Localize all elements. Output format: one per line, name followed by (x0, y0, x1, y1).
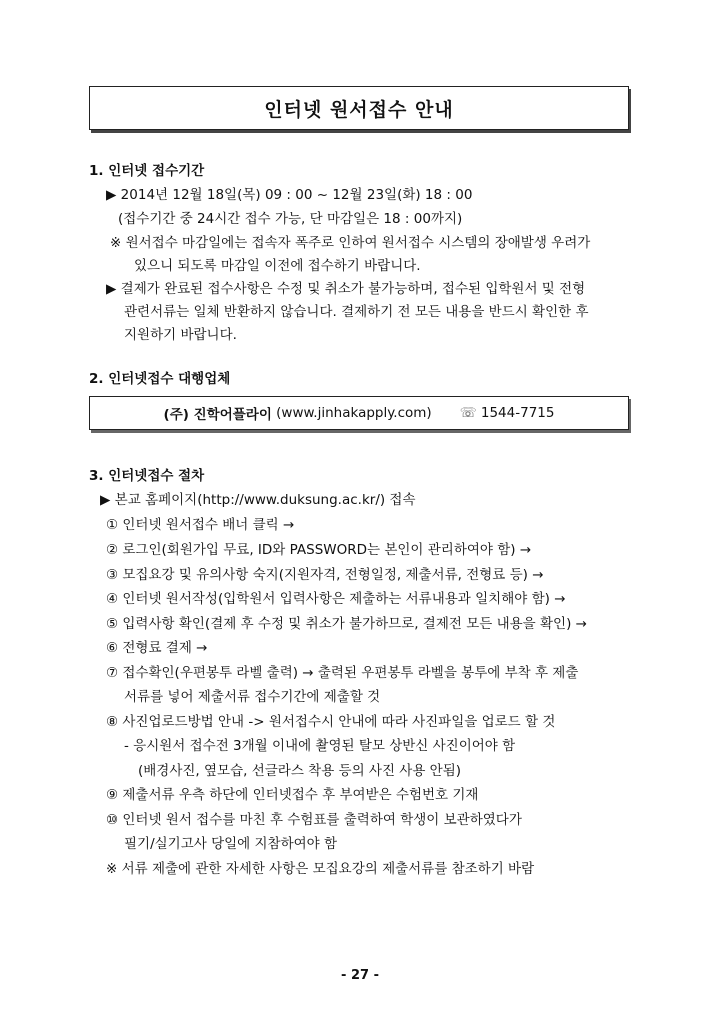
step-8-detail-2: (배경사진, 옆모습, 선글라스 착용 등의 사진 사용 안됨) (138, 763, 462, 779)
warning-line-1: ※ 원서접수 마감일에는 접속자 폭주로 인하여 원서접수 시스템의 장애발생 우려가 (110, 235, 591, 251)
step-8: ⑧ 사진업로드방법 안내 -> 원서접수시 안내에 따라 사진파일을 업로드 할 것 (106, 714, 556, 730)
page-title: 인터넷 원서접수 안내 (264, 98, 454, 121)
step-10-line-2: 필기/실기고사 당일에 지참하여야 함 (124, 836, 338, 852)
page-number: - 27 - (341, 968, 379, 983)
step-6: ⑥ 전형료 결제 → (106, 640, 208, 656)
step-10-line-1: ⑩ 인터넷 원서 접수를 마친 후 수험표를 출력하여 학생이 보관하였다가 (106, 812, 522, 828)
company-name: (주) 진학어플라이 (163, 407, 272, 423)
agency-box (89, 396, 629, 430)
period-note: (접수기간 중 24시간 접수 가능, 단 마감일은 18 : 00까지) (118, 211, 463, 227)
phone-icon: ☏ (459, 405, 477, 421)
step-7-line-2: 서류를 넣어 제출서류 접수기간에 제출할 것 (124, 689, 381, 705)
payment-line-1: ▶ 결제가 완료된 접수사항은 수정 및 취소가 불가능하며, 접수된 입학원서 및 전형 (106, 281, 586, 297)
payment-line-3: 지원하기 바랍니다. (124, 327, 237, 343)
period-text: ▶ 2014년 12월 18일(목) 09 : 00 ~ 12월 23일(화) 18 : 00 (106, 187, 473, 203)
step-5: ⑤ 입력사항 확인(결제 후 수정 및 취소가 불가하므로, 결제전 모든 내용을 확인) → (106, 616, 587, 632)
step-3: ③ 모집요강 및 유의사항 숙지(지원자격, 전형일정, 제출서류, 전형료 등) → (106, 567, 544, 583)
step-9: ⑨ 제출서류 우측 하단에 인터넷접수 후 부여받은 수험번호 기재 (106, 787, 479, 803)
payment-line-2: 관련서류는 일체 반환하지 않습니다. 결제하기 전 모든 내용을 반드시 확인한 후 (124, 304, 589, 320)
section3-heading: 3. 인터넷접수 절차 (89, 468, 205, 484)
homepage-line: ▶ 본교 홈페이지(http://www.duksung.ac.kr/) 접속 (100, 492, 416, 508)
section1-heading: 1. 인터넷 접수기간 (89, 163, 205, 179)
step-1: ① 인터넷 원서접수 배너 클릭 → (106, 517, 295, 533)
section2-heading: 2. 인터넷접수 대행업체 (89, 371, 231, 387)
page-title-box (89, 86, 629, 130)
footnote: ※ 서류 제출에 관한 자세한 사항은 모집요강의 제출서류를 참조하기 바람 (106, 861, 535, 877)
step-8-detail-1: - 응시원서 접수전 3개월 이내에 촬영된 탈모 상반신 사진이어야 함 (124, 738, 516, 754)
warning-line-2: 있으니 되도록 마감일 이전에 접수하기 바랍니다. (134, 258, 421, 274)
step-4: ④ 인터넷 원서작성(입학원서 입력사항은 제출하는 서류내용과 일치해야 함) → (106, 591, 566, 607)
company-phone: 1544-7715 (480, 405, 555, 421)
step-7-line-1: ⑦ 접수확인(우편봉투 라벨 출력) → 출력된 우편봉투 라벨을 봉투에 부착 후 제출 (106, 665, 579, 681)
step-2: ② 로그인(회원가입 무료, ID와 PASSWORD는 본인이 관리하여야 함) → (106, 542, 532, 558)
company-website: (www.jinhakapply.com) (276, 405, 432, 421)
